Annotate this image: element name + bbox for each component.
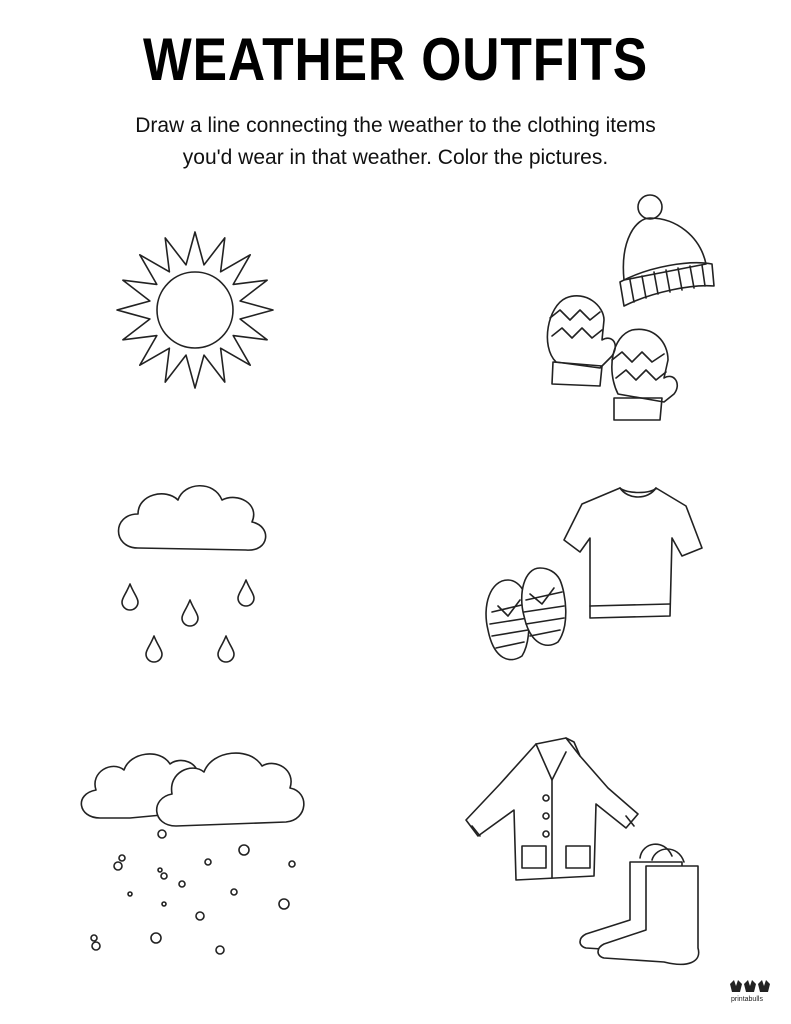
- snowflake-icon: [119, 855, 125, 861]
- snowflake-icon: [231, 889, 237, 895]
- snowflake-icon: [158, 830, 166, 838]
- snowflake-icon: [91, 935, 97, 941]
- snowflake-icon: [114, 862, 122, 870]
- raincoat-icon: [466, 738, 638, 880]
- snowflake-icon: [216, 946, 224, 954]
- raindrop-icon: [238, 580, 254, 606]
- instructions-line-1: Draw a line connecting the weather to the clothing items: [135, 114, 656, 137]
- snowflake-icon: [92, 942, 100, 950]
- mitten-icon: [612, 329, 677, 420]
- snowflake-icon: [179, 881, 185, 887]
- snowflake-icon: [205, 859, 211, 865]
- rain-boot-icon: [580, 844, 699, 964]
- snow-cloud-icon: [81, 753, 303, 954]
- rain-cloud-icon: [119, 486, 266, 662]
- snowflake-icon: [239, 845, 249, 855]
- raindrop-icon: [146, 636, 162, 662]
- snowflake-icon: [161, 873, 167, 879]
- snowflake-icon: [289, 861, 295, 867]
- tshirt-icon: [564, 488, 702, 618]
- printabulls-logo: [724, 978, 770, 1008]
- raindrop-icon: [182, 600, 198, 626]
- snowflake-icon: [196, 912, 204, 920]
- bull-logo-icon: [724, 978, 770, 996]
- snowflake-icon: [158, 868, 162, 872]
- snowflake-icon: [279, 899, 289, 909]
- snowflake-icon: [128, 892, 132, 896]
- raindrop-icon: [122, 584, 138, 610]
- mitten-icon: [547, 296, 615, 386]
- page-title: WEATHER OUTFITS: [143, 26, 648, 93]
- snowflake-icon: [151, 933, 161, 943]
- raindrop-icon: [218, 636, 234, 662]
- logo-text: printabulls: [731, 996, 763, 1003]
- instructions-line-2: you'd wear in that weather. Color the pictures.: [182, 146, 609, 169]
- winter-hat-icon: [620, 195, 714, 306]
- snowflake-icon: [162, 902, 166, 906]
- sun-icon: [117, 232, 273, 388]
- snowflakes: [91, 830, 295, 954]
